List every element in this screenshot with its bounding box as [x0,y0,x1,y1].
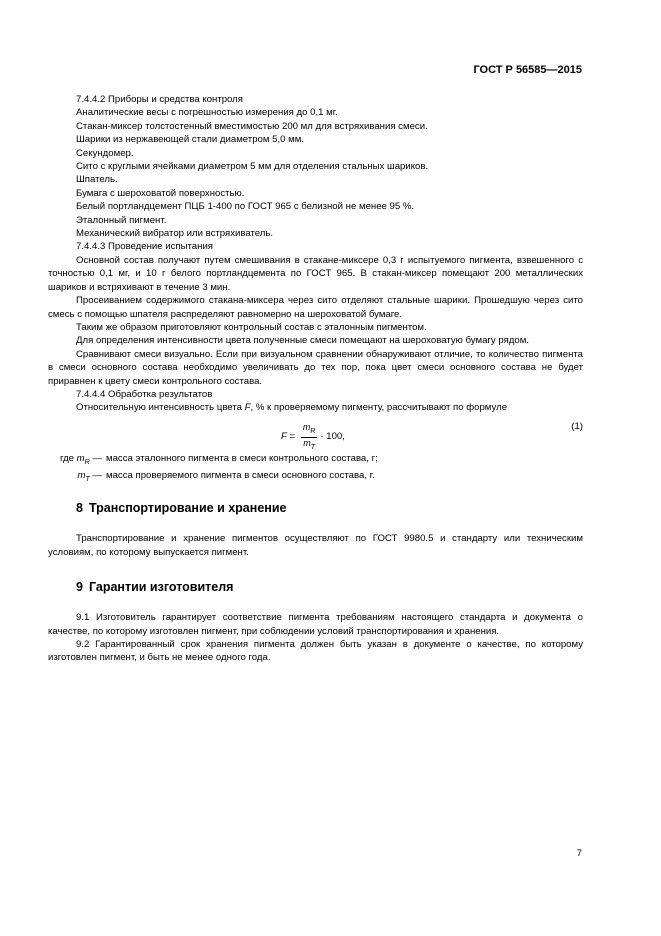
subsection-title: 7.4.4.2 Приборы и средства контроля [76,94,243,105]
where-item: $m_T$ — масса проверяемого пигмента в смеси основного состава, г. [77,470,375,483]
equipment-item: Секундомер. [76,147,134,159]
equipment-item: Шпатель. [76,174,118,186]
subsection-title: 7.4.4.3 Проведение испытания [76,241,213,253]
formula-number: (1) [571,420,583,432]
formula-intro: Относительную интенсивность цвета F, % к проверяемому пигменту, рассчитывают по формуле [76,402,508,414]
section-paragraph: Транспортирование и хранение пигментов осуществляют по ГОСТ 9980.5 и стандарту или техническим условиям, по которому выпускается пигмент. [48,533,583,558]
equipment-item: Бумага с шероховатой поверхностью. [76,187,245,199]
equipment-item: Механический вибратор или встряхиватель. [76,228,274,240]
section-paragraph: 9.2 Гарантированный срок хранения пигмента должен быть указан в документе о качестве, по которому изготовлен пигмент, и быть не менее одного года. [48,639,583,664]
page-header: ГОСТ Р 56585—2015 [473,64,582,76]
procedure-paragraph: Для определения интенсивности цвета полученные смеси помещают на шероховатую бумагу рядом. [76,335,529,347]
equipment-item: Белый портландцемент ПЦБ 1-400 по ГОСТ 965 с белизной не менее 95 %. [76,201,415,213]
formula-fraction: $\frac{m_R}{m_T}$ [302,421,316,451]
page-number: 7 [576,848,582,859]
procedure-paragraph: Сравнивают смеси визуально. Если при визуальном сравнении обнаруживают отличие, то количество пигмента в смеси основного состава необходимо увеличивать до тех пор, пока цвет смеси основного состава не будет приравнен к цвету смеси контрольного состава. [48,348,583,387]
procedure-paragraph: Просеиванием содержимого стакана-миксера через сито отделяют стальные шарики. Прошедшую через сито смесь с помощью шпателя распределяют равномерно на шероховатой бумаге. [48,295,583,320]
subsection-title: 7.4.4.4 Обработка результатов [76,388,213,400]
equipment-item: Стакан-миксер толстостенный вместимостью 200 мл для встряхивания смеси. [76,120,428,132]
where-item: где $m_R$ — масса эталонного пигмента в смеси контрольного состава, г; [60,452,378,466]
equipment-item: Сито с круглыми ячейками диаметром 5 мм для отделения стальных шариков. [76,161,429,173]
procedure-paragraph: Основной состав получают путем смешивания в стакане-миксере 0,3 г испытуемого пигмента, взвешенного с точностью 0,1 мг, и 10 г белого портландцемента по ГОСТ 965. В стакан-миксер помещают 200 металлических шариков и встряхивают в течение 3 мин. [48,254,583,293]
procedure-paragraph: Таким же образом приготовляют контрольный состав с эталонным пигментом. [76,321,427,333]
formula-row [48,418,583,452]
formula: F = $\frac{m_R}{m_T}$ · 100, [281,421,345,451]
equipment-item: Аналитические весы с погрешностью измерения до 0,1 мг. [76,107,338,119]
equipment-item: Эталонный пигмент. [76,214,167,226]
section-heading: 8 Транспортирование и хранение [76,501,287,516]
page-content [48,93,583,665]
equipment-item: Шарики из нержавеющей стали диаметром 5,0 мм. [76,134,304,146]
section-paragraph: 9.1 Изготовитель гарантирует соответствие пигмента требованиям настоящего стандарта и документа о качестве, по которому изготовлен пигмент, при соблюдении условий транспортирования и хранения. [48,612,583,637]
section-heading: 9 Гарантии изготовителя [76,580,234,595]
